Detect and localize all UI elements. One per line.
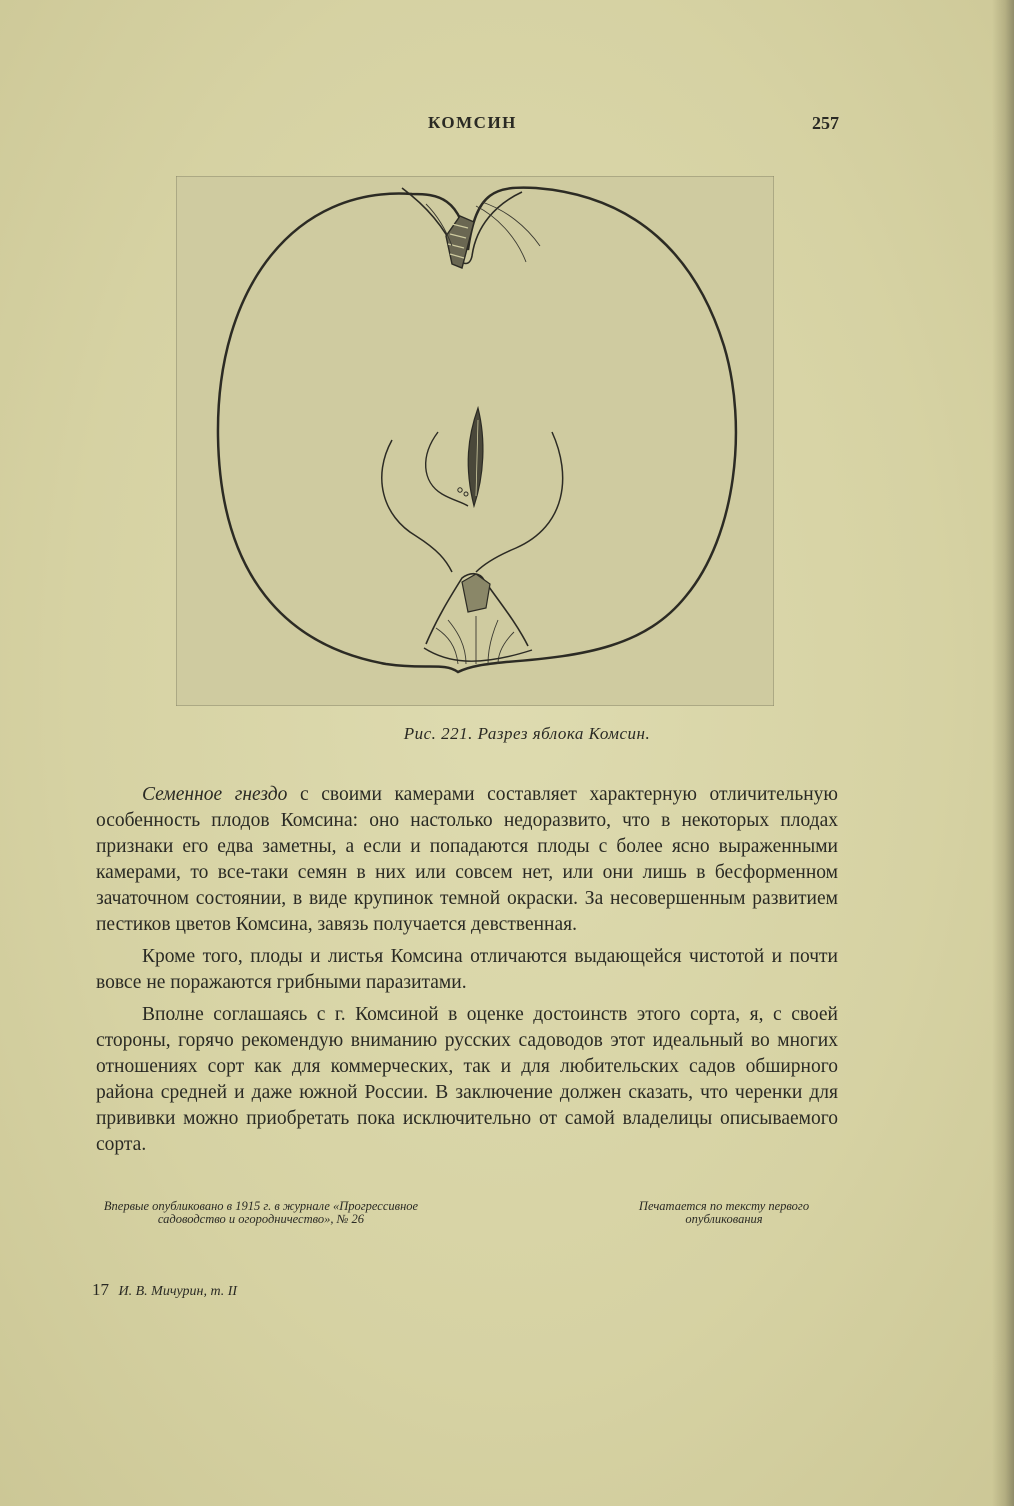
page-edge-shadow [992, 0, 1014, 1506]
figure-label: Рис. 221. [403, 724, 473, 743]
running-head [0, 113, 1014, 137]
running-title: КОМСИН [428, 113, 517, 132]
figure-caption-text: Разрез яблока Комсин. [477, 724, 651, 743]
publication-notes [96, 1200, 838, 1250]
first-publication-note: Впервые опубликовано в 1915 г. в журнале «Прогрессивное садоводство и огородничество», № 26 [103, 1199, 419, 1226]
emphasis-seed-nest: Семенное гнездо [142, 784, 288, 805]
figure-caption [0, 724, 1014, 744]
paragraph-3: Вполне соглашаясь с г. Комсиной в оценке достоинств этого сорта, я, с своей стороны, горячо рекомендую вниманию русских садоводов этот идеальный во многих отношениях сорт как для коммерческих, так и для любительских садов обширного района средней и даже южной России. В заключение должен сказать, что черенки для прививки можно приобретать пока исключительно от самой владелицы описываемого сорта. [96, 1004, 838, 1155]
print-source-note: Печатается по тексту первого опубликования [638, 1199, 810, 1226]
apple-cross-section-icon [176, 176, 774, 706]
paragraph-2: Кроме того, плоды и листья Комсина отличаются выдающейся чистотой и почти вовсе не поражаются грибными паразитами. [96, 946, 838, 993]
body-text [96, 782, 838, 1164]
page-number: 257 [812, 113, 839, 133]
signature-text: И. В. Мичурин, т. II [118, 1284, 238, 1299]
figure-apple-section [176, 176, 774, 706]
sheet-number: 17 [92, 1280, 109, 1299]
paragraph-1-text: с своими камерами составляет характерную отличительную особенность плодов Комсина: оно настолько недоразвито, что в некоторых плодах признаки его едва заметны, а если и попадаются плоды с более ясно выраженными камерами, то все-таки семян в них или совсем нет, или они лишь в бесформенном зачаточном состоянии, в виде крупинок темной окраски. За несовершенным развитием пестиков цветов Комсина, завязь получается девственная. [96, 784, 838, 935]
paragraph-1 [96, 782, 838, 938]
sheet-signature [92, 1280, 237, 1300]
